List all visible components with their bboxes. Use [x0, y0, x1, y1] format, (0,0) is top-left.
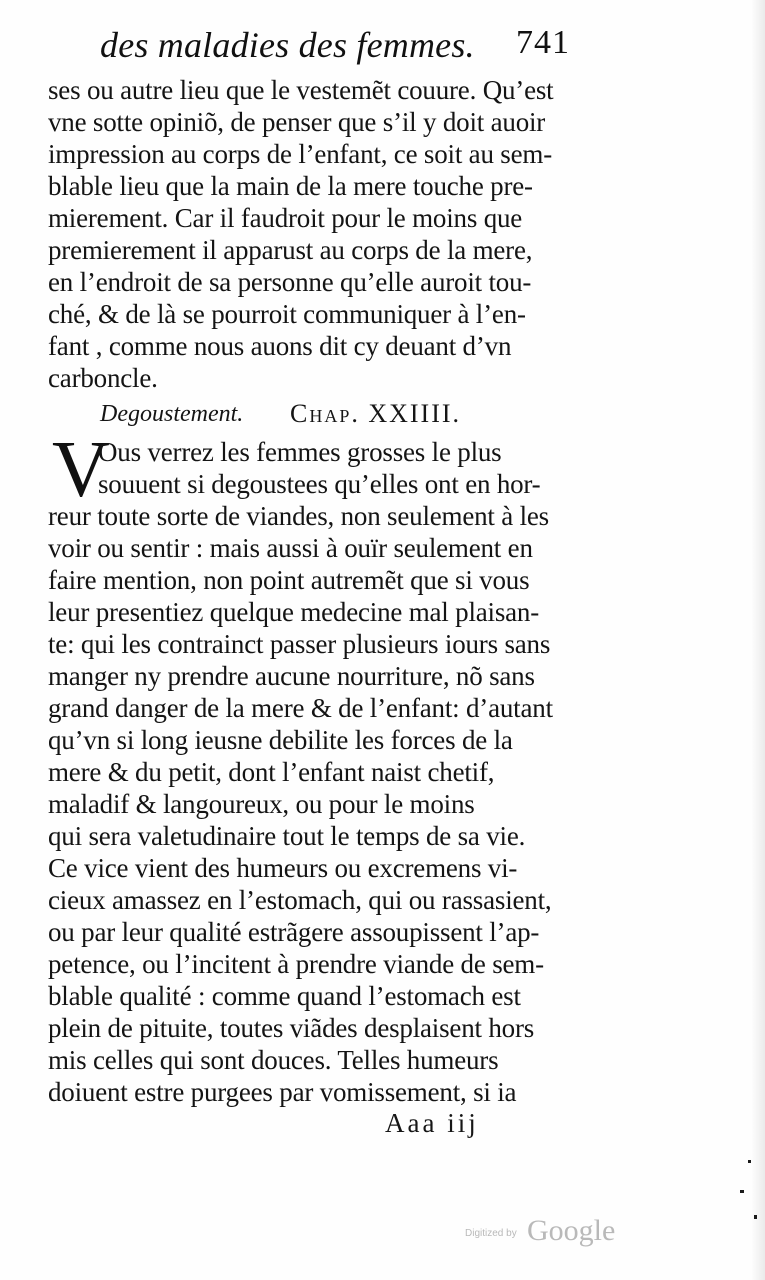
signature-mark: Aaa iij — [385, 1108, 479, 1138]
text-line: carboncle. — [48, 363, 158, 393]
text-line: voir ou sentir : mais aussi à ouïr seulement en — [48, 533, 533, 563]
text-line: mierement. Car il faudroit pour le moins que — [48, 203, 523, 233]
text-line: ou par leur qualité estrãgere assoupissent l’ap- — [48, 917, 540, 947]
text-line: leur presentiez quelque medecine mal plaisan- — [48, 597, 540, 627]
text-line: mere & du petit, dont l’enfant naist chetif, — [48, 757, 495, 787]
text-line: te: qui les contrainct passer plusieurs iours sans — [48, 629, 551, 659]
text-line: en l’endroit de sa personne qu’elle auroit tou- — [48, 267, 532, 297]
text-line: grand danger de la mere & de l’enfant: d’autant — [48, 693, 553, 723]
chapter-number: Chap. XXIIII. — [290, 399, 462, 428]
text-line: plein de pituite, toutes viãdes desplaisent hors — [48, 1013, 535, 1043]
drop-cap: V — [52, 426, 110, 514]
running-head-title: des maladies des femmes. — [100, 25, 475, 65]
text-line: blable qualité : comme quand l’estomach est — [48, 981, 521, 1011]
page-edge-shadow — [751, 0, 765, 1280]
text-line: impression au corps de l’enfant, ce soit au sem- — [48, 139, 552, 169]
marginal-title: Degoustement. — [100, 401, 244, 427]
text-line: vne sotte opiniõ, de penser que s’il y doit auoir — [48, 107, 546, 137]
text-line: Ous verrez les femmes grosses le plus — [98, 437, 502, 467]
text-line: maladif & langoureux, ou pour le moins — [48, 789, 475, 819]
text-line: premierement il apparust au corps de la mere, — [48, 235, 533, 265]
text-line: faire mention, non point autremẽt que si vous — [48, 565, 530, 595]
text-line: blable lieu que la main de la mere touche pre- — [48, 171, 533, 201]
text-line: fant , comme nous auons dit cy deuant d’vn — [48, 331, 512, 361]
text-line: qu’vn si long ieusne debilite les forces de la — [48, 725, 513, 755]
chapter-heading — [100, 399, 580, 433]
text-line: reur toute sorte de viandes, non seulement à les — [48, 501, 549, 531]
text-line: doiuent estre purgees par vomissement, si ia — [48, 1077, 517, 1107]
running-head — [100, 24, 570, 72]
text-line: souuent si degoustees qu’elles ont en hor- — [98, 469, 541, 499]
page-edge-mark — [754, 1215, 757, 1219]
text-line: manger ny prendre aucune nourriture, nõ sans — [48, 661, 535, 691]
text-line: ché, & de là se pourroit communiquer à l’en- — [48, 299, 526, 329]
text-line: qui sera valetudinaire tout le temps de sa vie. — [48, 821, 526, 851]
page-number: 741 — [516, 24, 570, 61]
text-line: petence, ou l’incitent à prendre viande de sem- — [48, 949, 544, 979]
text-line: ses ou autre lieu que le vestemẽt couure. Qu’est — [48, 75, 554, 105]
watermark-logo-text: Google — [527, 1214, 616, 1247]
text-line: mis celles qui sont douces. Telles humeurs — [48, 1045, 499, 1075]
watermark-small-text: Digitized by — [465, 1228, 517, 1239]
text-line: cieux amassez en l’estomach, qui ou rassasient, — [48, 885, 552, 915]
page-edge-mark — [740, 1190, 744, 1193]
text-line: Ce vice vient des humeurs ou excremens vi- — [48, 853, 518, 883]
page-edge-mark — [748, 1160, 751, 1163]
